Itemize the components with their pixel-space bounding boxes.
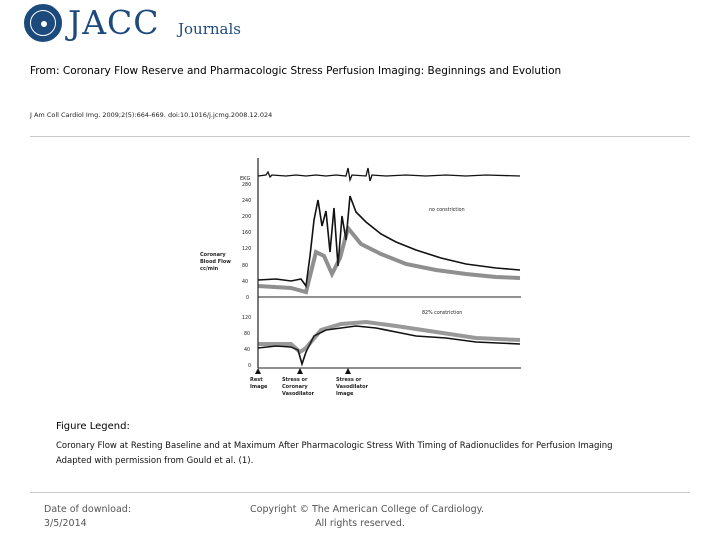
bottom-tick: 0 [248, 364, 252, 369]
marker-label-rest: Image [250, 384, 268, 390]
brand-subtitle: Journals [178, 20, 241, 38]
ecg-label: EKG [240, 176, 251, 182]
marker-label-stress-image: Stress or [336, 377, 362, 383]
top-tick: 200 [242, 215, 252, 220]
marker-label-stress: Coronary [282, 384, 308, 390]
divider-bottom [30, 492, 690, 493]
copyright-line: Copyright © The American College of Cardiology. [250, 504, 484, 515]
legend-attribution: Adapted with permission from Gould et al. (1). [56, 456, 254, 466]
ylabel-line: Coronary [200, 252, 226, 258]
bottom-panel-axis [242, 315, 251, 369]
top-tick: 40 [242, 280, 249, 285]
flow-trace-82-constriction [258, 326, 520, 364]
marker-label-stress-image: Vasodilator [336, 384, 369, 390]
top-panel-axis [242, 182, 251, 301]
marker-arrow-stress [297, 368, 303, 374]
journal-seal-icon [24, 4, 62, 42]
figure-image [196, 156, 526, 400]
legend-text: Coronary Flow at Resting Baseline and at Maximum After Pharmacologic Stress With Timing of Radionuclides for Perfusion Imaging [56, 441, 613, 451]
top-panel-ylabel [200, 252, 231, 272]
top-tick: 80 [242, 264, 249, 269]
ylabel-line: Blood Flow [200, 259, 231, 265]
marker-arrow-stress-image [345, 368, 351, 374]
annotation-82-constriction: 82% constriction [422, 311, 463, 316]
top-tick: 0 [246, 296, 250, 301]
flow-trace-82-constriction-band [258, 322, 520, 352]
copyright-line: All rights reserved. [315, 518, 405, 529]
top-tick: 280 [242, 183, 252, 188]
ecg-trace [258, 168, 520, 181]
annotation-no-constriction: no constriction [429, 208, 465, 213]
marker-arrow-rest [255, 368, 261, 374]
legend-heading: Figure Legend: [56, 421, 130, 432]
flow-trace-no-constriction [258, 196, 520, 286]
bottom-tick: 80 [244, 332, 251, 337]
brand-name: JACC [68, 3, 160, 42]
ylabel-line: cc/min [200, 266, 219, 272]
marker-label-stress: Stress or [282, 377, 308, 383]
divider-top [30, 136, 690, 137]
top-tick: 240 [242, 199, 252, 204]
top-tick: 120 [242, 247, 252, 252]
marker-label-rest: Rest [250, 377, 263, 383]
marker-label-stress-image: Image [336, 391, 354, 397]
top-tick: 160 [242, 231, 252, 236]
download-date: 3/5/2014 [44, 518, 87, 529]
article-title: From: Coronary Flow Reserve and Pharmacologic Stress Perfusion Imaging: Beginnings and Evolution [30, 65, 562, 77]
article-citation: J Am Coll Cardiol Img. 2009;2(5):664-669. doi:10.1016/j.jcmg.2008.12.024 [30, 111, 273, 119]
download-label: Date of download: [44, 504, 132, 515]
marker-label-stress: Vasodilator [282, 391, 315, 397]
bottom-tick: 120 [242, 316, 252, 321]
bottom-tick: 40 [244, 348, 251, 353]
